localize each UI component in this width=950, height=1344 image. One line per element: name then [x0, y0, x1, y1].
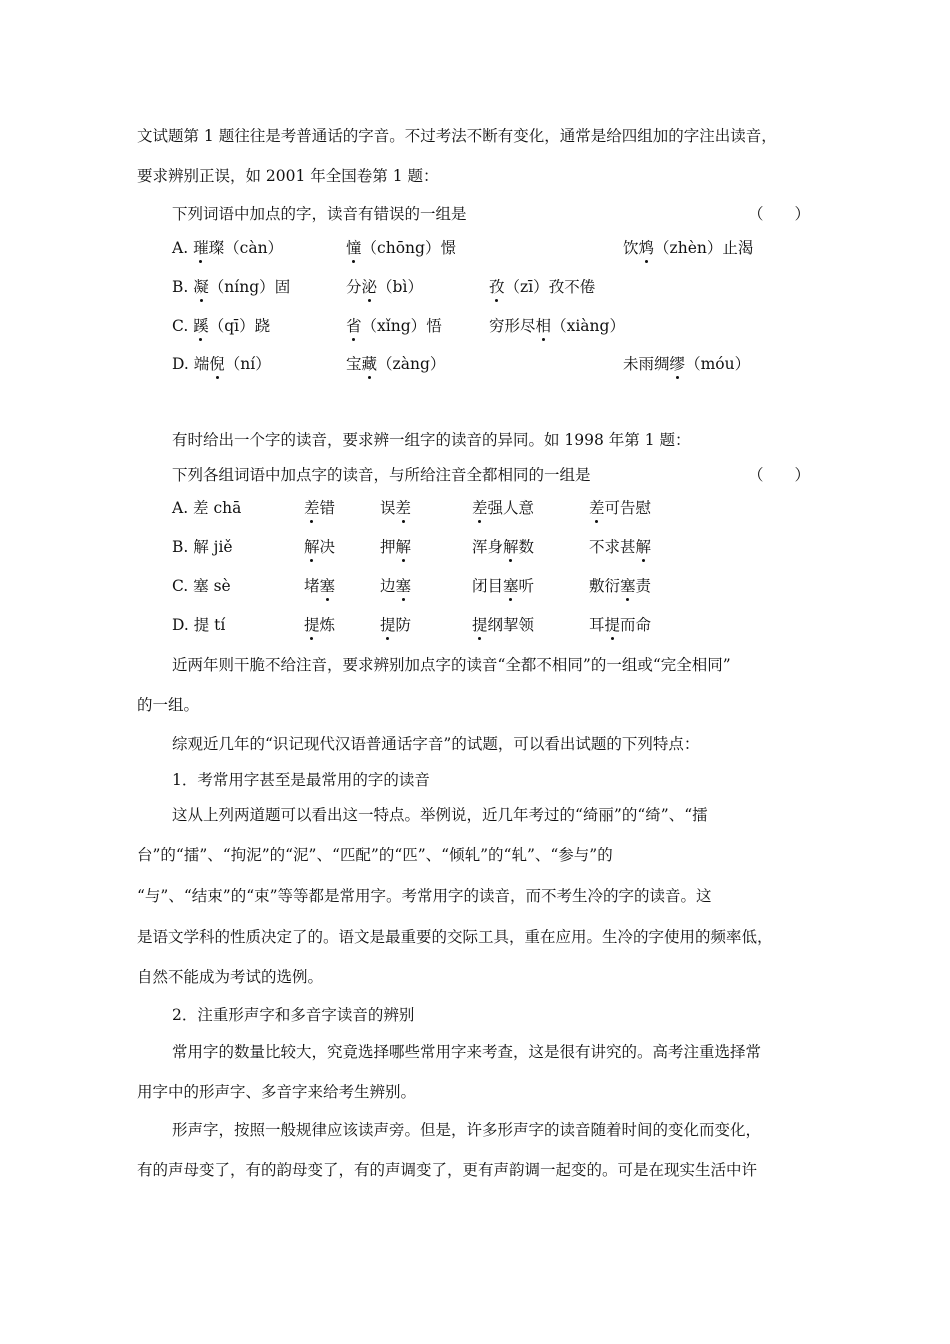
q1-option-d-item-1: D. 端倪（ní）: [172, 355, 271, 373]
q1-option-b-item-2: 分泌（bì）: [346, 278, 423, 296]
emphasis-dot-char: 憧: [346, 239, 362, 257]
q1-option-a-item-3: 饮鸩（zhèn）止渴: [623, 239, 754, 257]
emphasis-dot-char: 提: [604, 616, 621, 634]
emphasis-dot-char: 解: [304, 538, 320, 556]
emphasis-dot-char: 相: [535, 317, 552, 335]
q2-option-a-word-2: 误差: [380, 499, 412, 517]
emphasis-dot-char: 凝: [193, 278, 209, 296]
q2-option-c-word-2: 边塞: [380, 577, 412, 595]
paragraph-5-line-5: 自然不能成为考试的选例。: [137, 968, 324, 986]
q2-option-b-pinyin: B. 解 jiě: [172, 538, 233, 556]
q1-option-a-item-1: A. 璀璨（càn）: [172, 239, 284, 257]
emphasis-dot-char: 差: [395, 499, 412, 517]
paragraph-5-line-4: 是语文学科的性质决定了的。语文是最重要的交际工具，重在应用。生冷的字使用的频率低，: [137, 928, 773, 946]
section-heading-2: 2．注重形声字和多音字读音的辨别: [172, 1006, 415, 1024]
paragraph-6-line-2: 用字中的形声字、多音字来给考生辨别。: [137, 1083, 417, 1101]
paragraph-6-line-1: 常用字的数量比较大，究竟选择哪些常用字来考查，这是很有讲究的。高考注重选择常: [172, 1043, 762, 1061]
q2-option-d-pinyin: D. 提 tí: [172, 616, 226, 634]
paragraph-4: 综观近几年的“识记现代汉语普通话字音”的试题，可以看出试题的下列特点：: [172, 735, 700, 753]
emphasis-dot-char: 泌: [361, 278, 378, 296]
emphasis-dot-char: 缪: [669, 355, 686, 373]
emphasis-dot-char: 塞: [620, 577, 636, 595]
emphasis-dot-char: 璀: [193, 239, 209, 257]
paragraph-5-line-2: 台”的“擂”、“拘泥”的“泥”、“匹配”的“匹”、“倾轧”的“轧”、“参与”的: [137, 846, 613, 864]
q2-option-d-word-2: 提防: [380, 616, 412, 634]
paragraph-3-line-1: 近两年则干脆不给注音，要求辨别加点字的读音“全都不相同”的一组或“完全相同”: [172, 656, 731, 674]
q1-option-d-item-3: 未雨绸缪（móu）: [623, 355, 751, 373]
q1-option-c-item-2: 省（xǐng）悟: [346, 317, 442, 335]
question-2-answer-blank: （ ）: [748, 466, 811, 484]
emphasis-dot-char: 解: [395, 538, 412, 556]
question-2-stem: 下列各组词语中加点字的读音，与所给注音全都相同的一组是: [172, 466, 591, 484]
emphasis-dot-char: 差: [304, 499, 320, 517]
q2-option-b-word-3: 浑身解数: [472, 538, 535, 556]
q2-option-a-pinyin: A. 差 chā: [172, 499, 242, 517]
emphasis-dot-char: 蹊: [193, 317, 209, 335]
question-1-stem: 下列词语中加点的字，读音有错误的一组是: [172, 205, 467, 223]
q2-option-b-word-4: 不求甚解: [589, 538, 652, 556]
q2-option-d-word-4: 耳提而命: [589, 616, 652, 634]
emphasis-dot-char: 差: [472, 499, 488, 517]
q2-option-d-word-1: 提炼: [304, 616, 336, 634]
paragraph-5-line-3: “与”、“结束”的“束”等等都是常用字。考常用字的读音，而不考生冷的字的读音。这: [137, 887, 712, 905]
q1-option-b-item-3: 孜（zī）孜不倦: [489, 278, 596, 296]
emphasis-dot-char: 孜: [489, 278, 505, 296]
q2-option-c-word-1: 堵塞: [304, 577, 336, 595]
emphasis-dot-char: 鸩: [638, 239, 655, 257]
emphasis-dot-char: 藏: [361, 355, 378, 373]
question-1-answer-blank: （ ）: [748, 205, 811, 223]
paragraph-5-line-1: 这从上列两道题可以看出这一特点。举例说，近几年考过的“绮丽”的“绮”、“擂: [172, 806, 708, 824]
section-heading-1: 1．考常用字甚至是最常用的字的读音: [172, 771, 430, 789]
paragraph-3-line-2: 的一组。: [137, 696, 200, 714]
emphasis-dot-char: 提: [304, 616, 320, 634]
q2-option-b-word-2: 押解: [380, 538, 412, 556]
emphasis-dot-char: 塞: [395, 577, 412, 595]
q1-option-a-item-2: 憧（chōng）憬: [346, 239, 456, 257]
q2-option-a-word-4: 差可告慰: [589, 499, 652, 517]
q2-option-a-word-3: 差强人意: [472, 499, 535, 517]
q2-option-a-word-1: 差错: [304, 499, 336, 517]
q1-option-d-item-2: 宝藏（zàng）: [346, 355, 446, 373]
intro-line-2: 要求辨别正误，如 2001 年全国卷第 1 题：: [137, 167, 439, 185]
emphasis-dot-char: 倪: [209, 355, 225, 373]
q1-option-c-item-3: 穷形尽相（xiàng）: [489, 317, 625, 335]
q2-option-c-word-4: 敷衍塞责: [589, 577, 652, 595]
q2-option-b-word-1: 解决: [304, 538, 336, 556]
q1-option-c-item-1: C. 蹊（qī）跷: [172, 317, 271, 335]
emphasis-dot-char: 解: [503, 538, 519, 556]
paragraph-2: 有时给出一个字的读音，要求辨一组字的读音的异同。如 1998 年第 1 题：: [172, 431, 691, 449]
emphasis-dot-char: 提: [380, 616, 396, 634]
emphasis-dot-char: 塞: [319, 577, 336, 595]
paragraph-7-line-2: 有的声母变了，有的韵母变了，有的声调变了，更有声韵调一起变的。可是在现实生活中许: [137, 1161, 758, 1179]
q2-option-c-pinyin: C. 塞 sè: [172, 577, 231, 595]
q2-option-c-word-3: 闭目塞听: [472, 577, 535, 595]
intro-line-1: 文试题第 1 题往往是考普通话的字音。不过考法不断有变化，通常是给四组加的字注出读音，: [137, 127, 777, 145]
paragraph-7-line-1: 形声字，按照一般规律应该读声旁。但是，许多形声字的读音随着时间的变化而变化，: [172, 1121, 762, 1139]
emphasis-dot-char: 解: [635, 538, 652, 556]
q1-option-b-item-1: B. 凝（níng）固: [172, 278, 291, 296]
emphasis-dot-char: 省: [346, 317, 362, 335]
emphasis-dot-char: 提: [472, 616, 488, 634]
q2-option-d-word-3: 提纲挈领: [472, 616, 535, 634]
emphasis-dot-char: 差: [589, 499, 605, 517]
emphasis-dot-char: 塞: [503, 577, 519, 595]
